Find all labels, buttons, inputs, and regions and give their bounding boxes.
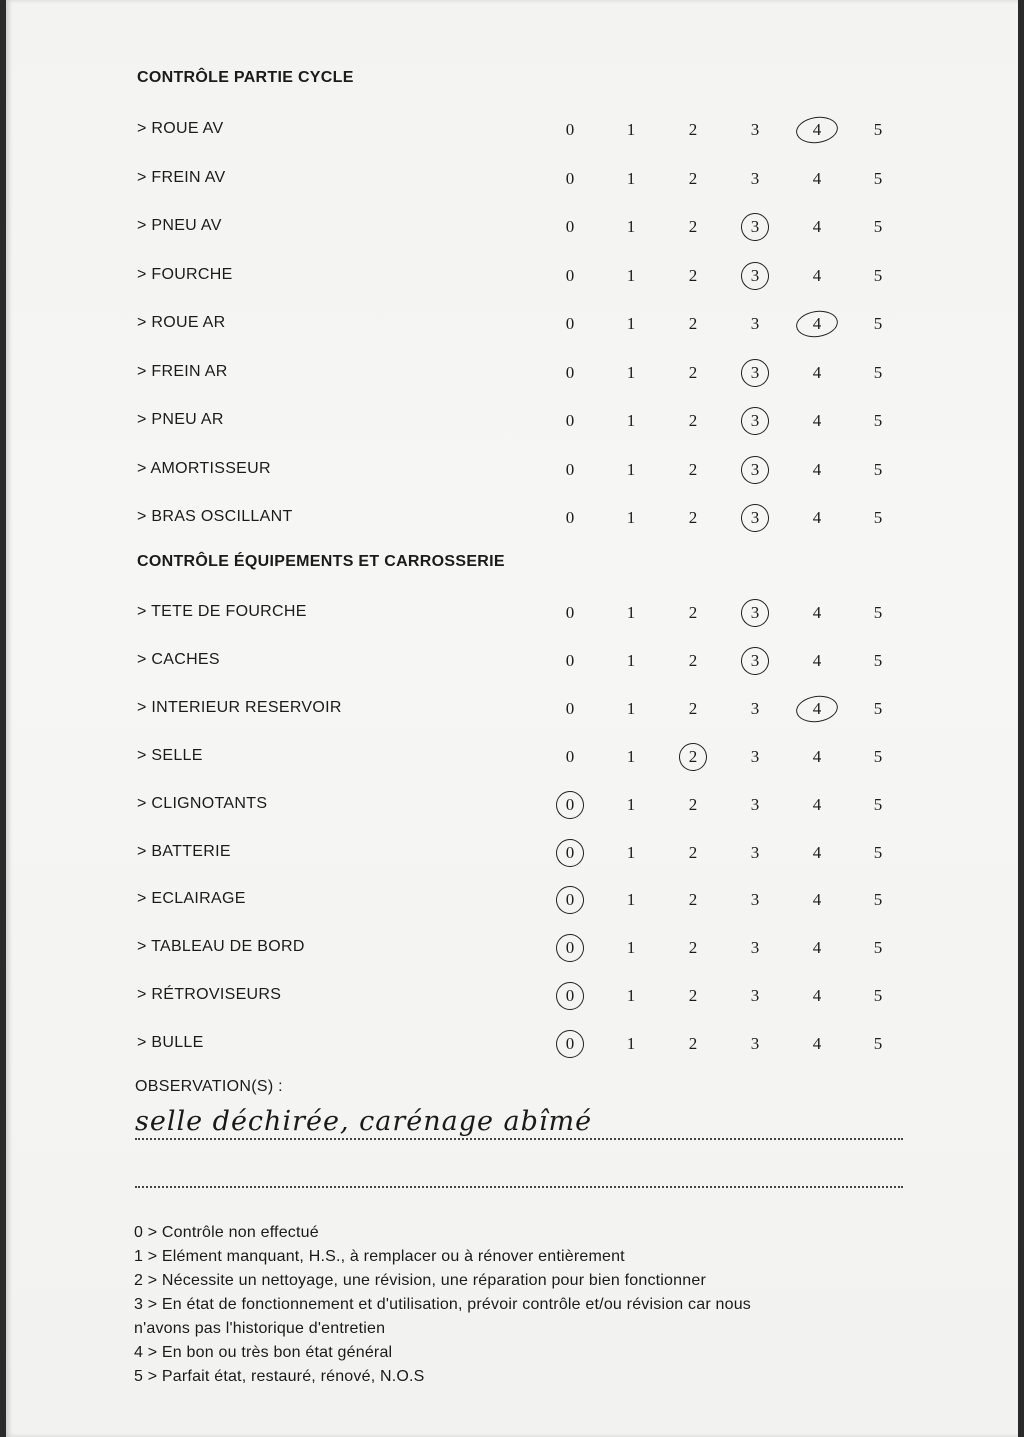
score-option-2[interactable]	[678, 699, 708, 719]
score-option-3[interactable]	[740, 699, 770, 719]
handwritten-selection-circle	[739, 357, 771, 389]
score-option-3[interactable]	[740, 266, 770, 286]
score-value: 1	[626, 650, 636, 670]
score-option-3[interactable]	[740, 508, 770, 528]
rating-row	[6, 741, 1018, 771]
rating-row-label: > BRAS OSCILLANT	[137, 508, 293, 525]
rating-row	[6, 211, 1018, 241]
score-option-4[interactable]	[802, 508, 832, 528]
score-value: 3	[750, 842, 760, 862]
score-option-0[interactable]	[555, 460, 585, 480]
score-option-2[interactable]	[678, 363, 708, 383]
score-option-3[interactable]	[740, 603, 770, 623]
score-value: 4	[812, 890, 822, 910]
score-value: 3	[750, 508, 760, 527]
score-value: 4	[812, 938, 822, 958]
rating-row-label: > PNEU AR	[137, 411, 224, 428]
score-option-1[interactable]	[616, 363, 646, 383]
score-value: 5	[873, 362, 883, 382]
score-option-1[interactable]	[616, 1034, 646, 1054]
rating-row	[6, 260, 1018, 290]
score-option-4[interactable]	[802, 120, 832, 140]
score-value: 4	[812, 986, 822, 1006]
handwritten-selection-circle	[739, 597, 771, 629]
rating-row-label: > CACHES	[137, 650, 220, 668]
score-option-4[interactable]	[802, 314, 832, 334]
score-option-3[interactable]	[740, 795, 770, 815]
rating-row-label: > AMORTISSEUR	[137, 459, 271, 477]
score-value: 1	[626, 794, 636, 814]
score-value: 3	[750, 168, 760, 188]
rating-row-label: > BULLE	[137, 1034, 204, 1052]
score-value: 1	[626, 746, 636, 766]
rating-row-label: > RÉTROVISEURS	[137, 986, 282, 1004]
score-value: 3	[750, 794, 760, 814]
score-value: 4	[812, 265, 822, 285]
score-option-5[interactable]	[863, 651, 893, 671]
score-option-4[interactable]	[802, 603, 832, 623]
rating-row	[6, 980, 1018, 1010]
rating-row-label: > SELLE	[137, 746, 203, 764]
score-value: 3	[750, 314, 760, 333]
score-value: 0	[565, 650, 575, 670]
score-value: 2	[688, 698, 698, 718]
rating-row	[6, 405, 1018, 435]
rating-row	[6, 502, 1018, 532]
score-option-4[interactable]	[802, 217, 832, 237]
score-option-2[interactable]	[678, 266, 708, 286]
score-value: 1	[626, 938, 636, 958]
rating-row	[6, 454, 1018, 484]
score-value: 1	[626, 842, 636, 862]
handwritten-selection-circle	[794, 114, 839, 146]
rating-row-label: > ROUE AR	[137, 314, 226, 331]
legend-line: 4 > En bon ou très bon état général	[134, 1344, 393, 1361]
score-value: 4	[812, 794, 822, 814]
handwritten-selection-circle	[554, 932, 586, 964]
score-option-1[interactable]	[616, 699, 646, 719]
score-option-2[interactable]	[678, 1034, 708, 1054]
legend-line: 3 > En état de fonctionnement et d'utilisation, prévoir contrôle et/ou révision car nous	[134, 1296, 752, 1313]
score-value: 1	[626, 217, 636, 236]
score-option-2[interactable]	[678, 217, 708, 237]
score-value: 0	[565, 842, 575, 862]
score-value: 4	[812, 459, 822, 479]
score-option-1[interactable]	[616, 890, 646, 910]
rating-row-label: > TABLEAU DE BORD	[137, 938, 305, 956]
score-option-4[interactable]	[802, 699, 832, 719]
score-value: 2	[688, 794, 698, 814]
score-value: 5	[873, 314, 883, 333]
score-option-1[interactable]	[616, 651, 646, 671]
rating-row	[6, 308, 1018, 338]
score-option-5[interactable]	[863, 795, 893, 815]
score-value: 4	[812, 746, 822, 766]
score-value: 2	[688, 508, 698, 527]
score-value: 3	[750, 603, 760, 622]
score-value: 5	[873, 168, 883, 188]
score-value: 5	[873, 120, 883, 139]
score-option-1[interactable]	[616, 938, 646, 958]
score-option-0[interactable]	[555, 266, 585, 286]
score-value: 1	[626, 168, 636, 188]
score-option-1[interactable]	[616, 843, 646, 863]
score-option-4[interactable]	[802, 890, 832, 910]
score-value: 4	[812, 1034, 822, 1054]
score-value: 0	[565, 508, 575, 527]
observations-handwritten-text: selle déchirée, carénage abîmé	[135, 1106, 593, 1137]
score-value: 5	[873, 698, 883, 718]
score-value: 2	[688, 603, 698, 622]
score-value: 0	[565, 411, 575, 430]
score-option-2[interactable]	[678, 747, 708, 767]
rating-row	[6, 357, 1018, 387]
score-option-1[interactable]	[616, 603, 646, 623]
rating-row-label: > FREIN AR	[137, 362, 228, 380]
score-option-5[interactable]	[863, 986, 893, 1006]
score-value: 3	[750, 217, 760, 236]
score-value: 2	[688, 938, 698, 958]
rating-row-label: > FOURCHE	[137, 265, 233, 283]
score-value: 2	[688, 217, 698, 236]
handwritten-selection-circle	[739, 502, 771, 534]
score-value: 4	[812, 217, 822, 236]
rating-row	[6, 163, 1018, 193]
score-value: 2	[688, 746, 698, 766]
score-value: 4	[812, 411, 822, 430]
score-value: 3	[750, 1034, 760, 1054]
rating-row	[6, 1028, 1018, 1058]
score-value: 0	[565, 265, 575, 285]
score-value: 5	[873, 508, 883, 527]
score-option-3[interactable]	[740, 651, 770, 671]
score-value: 1	[626, 698, 636, 718]
score-option-5[interactable]	[863, 843, 893, 863]
score-value: 4	[812, 698, 822, 718]
handwritten-selection-circle	[739, 211, 771, 243]
score-option-1[interactable]	[616, 460, 646, 480]
score-option-0[interactable]	[555, 411, 585, 431]
score-value: 4	[812, 603, 822, 622]
score-option-1[interactable]	[616, 747, 646, 767]
score-option-5[interactable]	[863, 890, 893, 910]
score-value: 0	[565, 603, 575, 622]
score-value: 0	[565, 746, 575, 766]
score-option-3[interactable]	[740, 460, 770, 480]
score-option-0[interactable]	[555, 314, 585, 334]
score-option-1[interactable]	[616, 169, 646, 189]
score-value: 0	[565, 459, 575, 479]
inspection-sheet	[6, 0, 1018, 1437]
score-value: 0	[565, 362, 575, 382]
score-value: 1	[626, 986, 636, 1006]
score-option-0[interactable]	[555, 699, 585, 719]
legend-line: 5 > Parfait état, restauré, rénové, N.O.S	[134, 1368, 425, 1385]
score-value: 2	[688, 120, 698, 139]
score-value: 0	[565, 890, 575, 910]
score-option-0[interactable]	[555, 651, 585, 671]
handwritten-selection-circle	[739, 405, 771, 437]
score-value: 2	[688, 890, 698, 910]
score-option-0[interactable]	[555, 986, 585, 1006]
score-option-2[interactable]	[678, 460, 708, 480]
score-option-5[interactable]	[863, 363, 893, 383]
observations-line-1	[135, 1138, 903, 1140]
rating-row	[6, 597, 1018, 627]
score-option-4[interactable]	[802, 169, 832, 189]
score-value: 5	[873, 986, 883, 1006]
score-value: 3	[750, 746, 760, 766]
score-value: 0	[565, 986, 575, 1006]
score-option-2[interactable]	[678, 508, 708, 528]
rating-row-label: > BATTERIE	[137, 842, 231, 860]
score-value: 1	[626, 890, 636, 910]
score-value: 3	[750, 120, 760, 139]
score-option-2[interactable]	[678, 843, 708, 863]
score-value: 5	[873, 459, 883, 479]
score-value: 5	[873, 890, 883, 910]
score-value: 2	[688, 362, 698, 382]
legend-line: 1 > Elément manquant, H.S., à remplacer ou à rénover entièrement	[134, 1248, 625, 1265]
score-value: 5	[873, 217, 883, 236]
score-value: 2	[688, 650, 698, 670]
score-value: 3	[750, 459, 760, 479]
score-option-2[interactable]	[678, 603, 708, 623]
rating-row-label: > TETE DE FOURCHE	[137, 603, 307, 620]
rating-row	[6, 789, 1018, 819]
score-option-5[interactable]	[863, 411, 893, 431]
score-value: 5	[873, 842, 883, 862]
score-value: 4	[812, 842, 822, 862]
score-option-4[interactable]	[802, 1034, 832, 1054]
score-option-4[interactable]	[802, 651, 832, 671]
handwritten-selection-circle	[554, 1028, 586, 1060]
score-option-3[interactable]	[740, 363, 770, 383]
score-option-5[interactable]	[863, 747, 893, 767]
rating-row	[6, 932, 1018, 962]
score-value: 4	[812, 120, 822, 139]
score-option-2[interactable]	[678, 938, 708, 958]
rating-row	[6, 114, 1018, 144]
score-value: 2	[688, 411, 698, 430]
rating-row-label: > ECLAIRAGE	[137, 890, 246, 908]
rating-row	[6, 645, 1018, 675]
handwritten-selection-circle	[739, 645, 771, 677]
score-option-2[interactable]	[678, 986, 708, 1006]
score-option-0[interactable]	[555, 1034, 585, 1054]
score-value: 5	[873, 746, 883, 766]
score-option-4[interactable]	[802, 266, 832, 286]
rating-row-label: > ROUE AV	[137, 120, 224, 137]
score-option-2[interactable]	[678, 411, 708, 431]
score-option-4[interactable]	[802, 938, 832, 958]
score-option-4[interactable]	[802, 986, 832, 1006]
score-option-2[interactable]	[678, 651, 708, 671]
score-option-4[interactable]	[802, 411, 832, 431]
score-option-3[interactable]	[740, 843, 770, 863]
score-value: 1	[626, 362, 636, 382]
score-option-1[interactable]	[616, 795, 646, 815]
score-value: 3	[750, 650, 760, 670]
score-option-3[interactable]	[740, 747, 770, 767]
score-option-1[interactable]	[616, 411, 646, 431]
handwritten-selection-circle	[739, 260, 771, 292]
score-value: 3	[750, 265, 760, 285]
handwritten-selection-circle	[739, 454, 771, 486]
score-option-4[interactable]	[802, 363, 832, 383]
score-option-5[interactable]	[863, 266, 893, 286]
score-option-0[interactable]	[555, 169, 585, 189]
score-value: 4	[812, 362, 822, 382]
rating-row	[6, 837, 1018, 867]
handwritten-selection-circle	[554, 980, 586, 1012]
section-title-cycle: CONTRÔLE PARTIE CYCLE	[137, 69, 354, 86]
rating-row-label: > FREIN AV	[137, 168, 226, 186]
score-value: 0	[565, 168, 575, 188]
score-option-3[interactable]	[740, 169, 770, 189]
score-option-1[interactable]	[616, 217, 646, 237]
score-value: 1	[626, 411, 636, 430]
score-option-1[interactable]	[616, 986, 646, 1006]
score-option-2[interactable]	[678, 890, 708, 910]
handwritten-selection-circle	[554, 885, 586, 917]
score-option-5[interactable]	[863, 1034, 893, 1054]
score-value: 2	[688, 1034, 698, 1054]
handwritten-selection-circle	[794, 308, 839, 340]
score-option-0[interactable]	[555, 938, 585, 958]
score-value: 1	[626, 459, 636, 479]
score-value: 3	[750, 411, 760, 430]
legend-line: 0 > Contrôle non effectué	[134, 1224, 319, 1241]
score-value: 1	[626, 1034, 636, 1054]
score-value: 1	[626, 508, 636, 527]
score-option-2[interactable]	[678, 169, 708, 189]
score-option-4[interactable]	[802, 795, 832, 815]
score-option-5[interactable]	[863, 169, 893, 189]
score-option-5[interactable]	[863, 508, 893, 528]
score-option-3[interactable]	[740, 120, 770, 140]
score-value: 1	[626, 314, 636, 333]
score-option-1[interactable]	[616, 120, 646, 140]
score-value: 0	[565, 1034, 575, 1054]
score-option-1[interactable]	[616, 314, 646, 334]
score-option-3[interactable]	[740, 890, 770, 910]
rating-legend	[134, 1221, 924, 1389]
legend-line: 2 > Nécessite un nettoyage, une révision, une réparation pour bien fonctionner	[134, 1272, 706, 1289]
score-value: 2	[688, 168, 698, 188]
handwritten-selection-circle	[677, 741, 709, 773]
score-option-0[interactable]	[555, 120, 585, 140]
score-value: 3	[750, 698, 760, 718]
score-option-0[interactable]	[555, 603, 585, 623]
score-option-2[interactable]	[678, 314, 708, 334]
score-option-3[interactable]	[740, 411, 770, 431]
score-value: 3	[750, 890, 760, 910]
score-option-2[interactable]	[678, 120, 708, 140]
score-value: 0	[565, 120, 575, 139]
score-value: 5	[873, 411, 883, 430]
score-value: 2	[688, 314, 698, 333]
score-value: 5	[873, 938, 883, 958]
score-option-5[interactable]	[863, 217, 893, 237]
score-value: 1	[626, 120, 636, 139]
score-value: 5	[873, 265, 883, 285]
score-value: 0	[565, 698, 575, 718]
section-title-equipment: CONTRÔLE ÉQUIPEMENTS ET CARROSSERIE	[137, 553, 505, 570]
score-value: 5	[873, 1034, 883, 1054]
score-option-3[interactable]	[740, 1034, 770, 1054]
score-value: 2	[688, 459, 698, 479]
score-option-4[interactable]	[802, 843, 832, 863]
score-option-0[interactable]	[555, 795, 585, 815]
handwritten-selection-circle	[554, 789, 586, 821]
score-value: 5	[873, 603, 883, 622]
score-option-5[interactable]	[863, 120, 893, 140]
score-option-3[interactable]	[740, 217, 770, 237]
score-option-0[interactable]	[555, 843, 585, 863]
legend-line: n'avons pas l'historique d'entretien	[134, 1320, 386, 1337]
score-option-5[interactable]	[863, 603, 893, 623]
score-value: 5	[873, 650, 883, 670]
handwritten-selection-circle	[554, 837, 586, 869]
score-option-1[interactable]	[616, 508, 646, 528]
score-option-0[interactable]	[555, 747, 585, 767]
observations-line-2	[135, 1186, 903, 1188]
score-value: 1	[626, 265, 636, 285]
score-option-5[interactable]	[863, 699, 893, 719]
score-value: 4	[812, 650, 822, 670]
score-option-3[interactable]	[740, 314, 770, 334]
observations-label: OBSERVATION(S) :	[135, 1078, 283, 1095]
score-value: 2	[688, 842, 698, 862]
score-option-0[interactable]	[555, 217, 585, 237]
score-option-5[interactable]	[863, 460, 893, 480]
score-option-3[interactable]	[740, 938, 770, 958]
handwritten-selection-circle	[794, 693, 839, 725]
score-option-4[interactable]	[802, 460, 832, 480]
score-value: 3	[750, 938, 760, 958]
score-value: 0	[565, 314, 575, 333]
rating-row-label: > PNEU AV	[137, 217, 222, 234]
score-value: 4	[812, 168, 822, 188]
score-option-2[interactable]	[678, 795, 708, 815]
score-value: 4	[812, 508, 822, 527]
score-value: 0	[565, 217, 575, 236]
score-value: 5	[873, 794, 883, 814]
score-option-4[interactable]	[802, 747, 832, 767]
score-option-0[interactable]	[555, 508, 585, 528]
score-option-3[interactable]	[740, 986, 770, 1006]
score-option-5[interactable]	[863, 938, 893, 958]
rating-row-label: > INTERIEUR RESERVOIR	[137, 698, 342, 716]
score-value: 3	[750, 362, 760, 382]
score-value: 2	[688, 265, 698, 285]
score-option-5[interactable]	[863, 314, 893, 334]
score-value: 3	[750, 986, 760, 1006]
score-option-0[interactable]	[555, 890, 585, 910]
score-option-0[interactable]	[555, 363, 585, 383]
score-value: 1	[626, 603, 636, 622]
score-value: 0	[565, 794, 575, 814]
rating-row-label: > CLIGNOTANTS	[137, 794, 268, 812]
score-value: 4	[812, 314, 822, 333]
score-value: 2	[688, 986, 698, 1006]
score-option-1[interactable]	[616, 266, 646, 286]
rating-row	[6, 884, 1018, 914]
score-value: 0	[565, 938, 575, 958]
rating-row	[6, 693, 1018, 723]
